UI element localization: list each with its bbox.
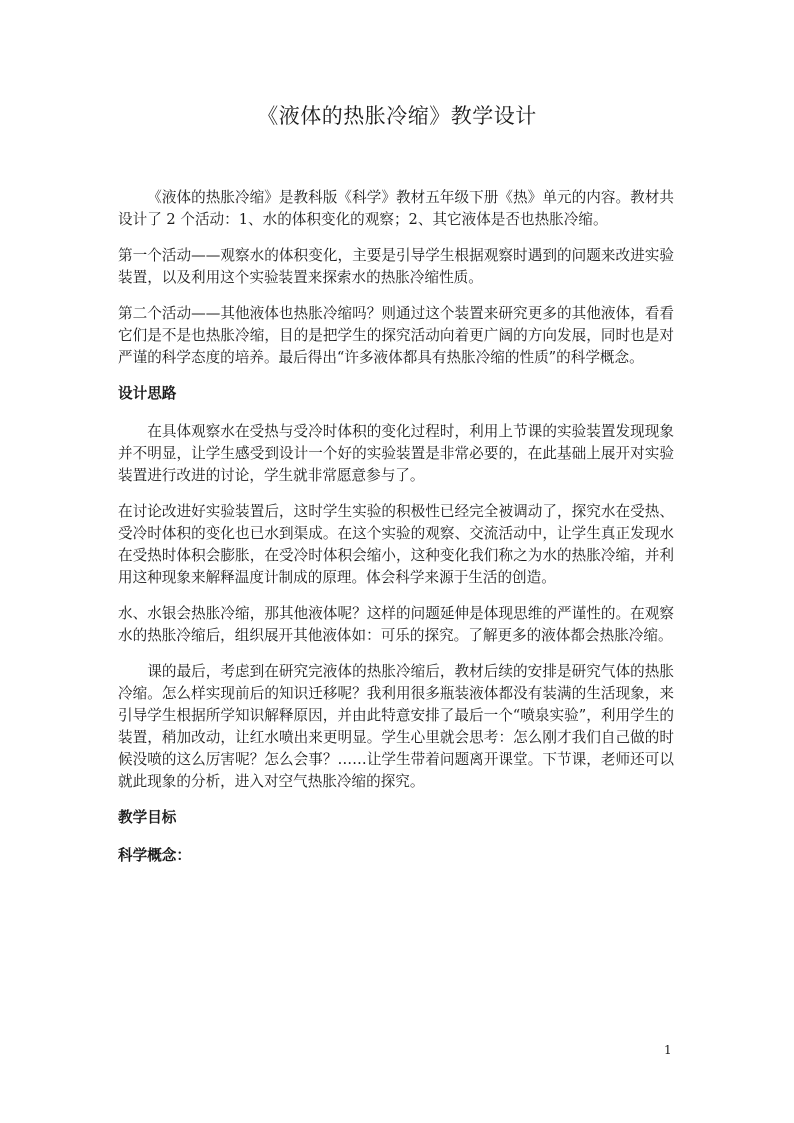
document-body bbox=[118, 187, 674, 883]
intro-paragraph-1: 《液体的热胀冷缩》是教科版《科学》教材五年级下册《热》单元的内容。教材共设计了 2 个活动：1、水的体积变化的观察；2、其它液体是否也热胀冷缩。 bbox=[118, 189, 674, 228]
design-paragraph-4: 课的最后，考虑到在研究完液体的热胀冷缩后，教材后续的安排是研究气体的热胀冷缩。怎么样实现前后的知识迁移呢？我利用很多瓶装液体都没有装满的生活现象，来引导学生根据所学知识解释原因，并由此特意安排了最后一个“喷泉实验”，利用学生的装置，稍加改动，让红水喷出来更明显。学生心里就会思考：怎么刚才我们自己做的时候没喷的这么厉害呢？怎么会事？……让学生带着问题离开课堂。下节课，老师还可以就此现象的分析，进入对空气热胀冷缩的探究。 bbox=[118, 663, 674, 790]
section-heading-design-idea: 设计思路 bbox=[118, 385, 177, 402]
design-paragraph-3: 水、水银会热胀冷缩，那其他液体呢？这样的问题延伸是体现思维的严谨性的。在观察水的热胀冷缩后，组织展开其他液体如：可乐的探究。了解更多的液体都会热胀冷缩。 bbox=[118, 605, 674, 644]
section-heading-teaching-goals: 教学目标 bbox=[118, 809, 177, 826]
intro-paragraph-3: 第二个活动——其他液体也热胀冷缩吗？则通过这个装置来研究更多的其他液体，看看它们是不是也热胀冷缩，目的是把学生的探究活动向着更广阔的方向发展，同时也是对严谨的科学态度的培养。最后得出“许多液体都具有热胀冷缩的性质”的科学概念。 bbox=[118, 305, 674, 366]
intro-paragraph-2: 第一个活动——观察水的体积变化，主要是引导学生根据观察时遇到的问题来改进实验装置，以及利用这个实验装置来探索水的热胀冷缩性质。 bbox=[118, 247, 674, 286]
document-title: 《液体的热胀冷缩》教学设计 bbox=[257, 104, 537, 128]
design-paragraph-1: 在具体观察水在受热与受冷时体积的变化过程时，利用上节课的实验装置发现现象并不明显，让学生感受到设计一个好的实验装置是非常必要的，在此基础上展开对实验装置进行改进的讨论，学生就非常愿意参与了。 bbox=[118, 423, 674, 484]
design-paragraph-2: 在讨论改进好实验装置后，这时学生实验的积极性已经完全被调动了，探究水在受热、受冷时体积的变化也已水到渠成。在这个实验的观察、交流活动中，让学生真正发现水在受热时体积会膨胀，在受冷时体积会缩小，这种变化我们称之为水的热胀冷缩，并利用这种现象来解释温度计制成的原理。体会科学来源于生活的创造。 bbox=[118, 503, 674, 586]
section-heading-science-concepts: 科学概念： bbox=[118, 847, 191, 864]
page-number: 1 bbox=[664, 1043, 672, 1057]
